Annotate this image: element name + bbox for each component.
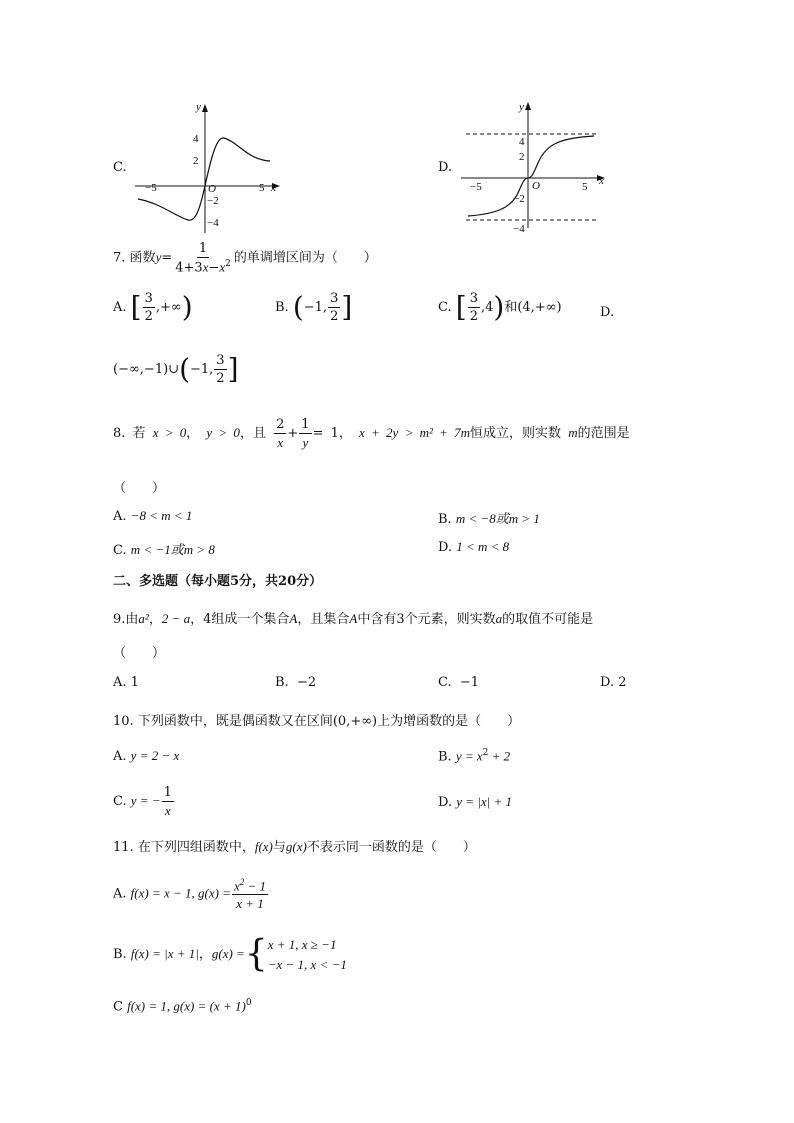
q9-option-b[interactable]: B. −2 bbox=[275, 675, 317, 690]
q10-option-c[interactable]: C. y = − $\frac{1}{x}$ bbox=[113, 785, 172, 818]
q6-option-d-label: D. bbox=[438, 160, 453, 175]
q7-stem: 7. 函数y= $\frac{1}{4+3x-x^2}$ 的单调增区间为（ ） bbox=[113, 241, 377, 276]
q6d-tick-x: 5 bbox=[582, 181, 588, 193]
q10-option-d[interactable]: D. y = |x| + 1 bbox=[438, 794, 512, 810]
q11-option-c[interactable]: C f(x) = 1, $g(x) = (x + 1)^0$ bbox=[113, 998, 252, 1015]
q10-stem: 10. 下列函数中，既是偶函数又在区间(0,+∞)上为增函数的是（ ） bbox=[113, 714, 521, 729]
q6d-curve bbox=[468, 136, 594, 216]
q8-option-b[interactable]: B. m < −8或m > 1 bbox=[438, 511, 540, 527]
q6d-axis-x: x bbox=[599, 175, 604, 187]
q9-option-c[interactable]: C. −1 bbox=[438, 675, 480, 690]
q6-option-d-graph bbox=[456, 98, 616, 238]
q6d-tick-x: −5 bbox=[470, 181, 482, 193]
q6c-tick-y: 2 bbox=[193, 155, 199, 167]
q7-option-b[interactable]: B. (−1, $\frac{3}{2}$ ] bbox=[275, 290, 353, 324]
q8-option-a[interactable]: A. −8 < m < 1 bbox=[113, 508, 193, 524]
q6d-tick-y: 2 bbox=[519, 151, 525, 163]
q7-option-c[interactable]: C. [ $\frac{3}{2}$ ,4)和(4,+∞) bbox=[438, 290, 562, 324]
q8-option-d[interactable]: D. 1 < m < 8 bbox=[438, 539, 510, 555]
section-heading: 二、多选题（每小题5分，共20分） bbox=[113, 574, 323, 589]
q6c-tick-x: −5 bbox=[145, 182, 157, 194]
q7-option-d-label[interactable]: D. bbox=[600, 305, 615, 320]
q11-option-b[interactable]: B. f(x) = |x + 1|，g(x) ={ x + 1, x ≥ −1 −x − 1, x < −1 bbox=[113, 933, 347, 975]
q7-fraction: $\frac{1}{4+3x-x^2}$ bbox=[175, 241, 231, 276]
q6c-tick-y: −2 bbox=[207, 195, 219, 207]
q10-option-a[interactable]: A. y = 2 − x bbox=[113, 748, 180, 764]
q9-option-a[interactable]: A. 1 bbox=[113, 675, 139, 690]
q8-paren: （ ） bbox=[113, 481, 166, 496]
q6c-curve bbox=[138, 138, 270, 220]
q6d-tick-y: 4 bbox=[519, 136, 525, 148]
q6c-tick-y: −4 bbox=[207, 217, 219, 229]
q11-stem: 11. 在下列四组函数中，f(x)与g(x)不表示同一函数的是（ ） bbox=[113, 839, 476, 855]
q6d-origin: O bbox=[532, 180, 540, 192]
q9-paren: （ ） bbox=[113, 646, 166, 661]
q9-stem: 9.由a²，2 − a，4组成一个集合A，且集合A中含有3个元素，则实数a的取值不可能是 bbox=[113, 611, 594, 627]
q6c-origin: O bbox=[208, 183, 216, 195]
q11-option-a[interactable]: A. f(x) = x − 1, g(x) = $\frac{x^2 - 1}{x + 1}$ bbox=[113, 877, 267, 912]
q6c-axis-x: x bbox=[271, 182, 276, 194]
q7-option-d[interactable]: (−∞,−1)∪(−1, $\frac{3}{2}$ ] bbox=[113, 352, 239, 386]
q6d-axis-y: y bbox=[519, 101, 524, 113]
q6-option-c-label: C. bbox=[113, 160, 127, 175]
q6c-axis-y: y bbox=[196, 101, 201, 113]
q6-option-c-graph bbox=[130, 98, 290, 238]
q6c-tick-y: 4 bbox=[193, 133, 199, 145]
q6d-tick-y: −2 bbox=[513, 193, 525, 205]
q8-stem: 8. 若 x > 0， y > 0，且 $\frac{2}{x}$ + $\frac{1}{y}$ = 1， x + 2y > m² + 7m恒成立，则实数 m的范围是 bbox=[113, 417, 630, 450]
q8-option-c[interactable]: C. m < −1或m > 8 bbox=[113, 542, 215, 558]
q6c-tick-x: 5 bbox=[259, 182, 265, 194]
q6d-tick-y: −4 bbox=[513, 223, 525, 235]
q7-option-a[interactable]: A. [ $\frac{3}{2}$ ,+∞) bbox=[113, 290, 193, 324]
q10-option-b[interactable]: B. $y = x^2 + 2$ bbox=[438, 748, 511, 765]
q9-option-d[interactable]: D. 2 bbox=[600, 675, 627, 690]
